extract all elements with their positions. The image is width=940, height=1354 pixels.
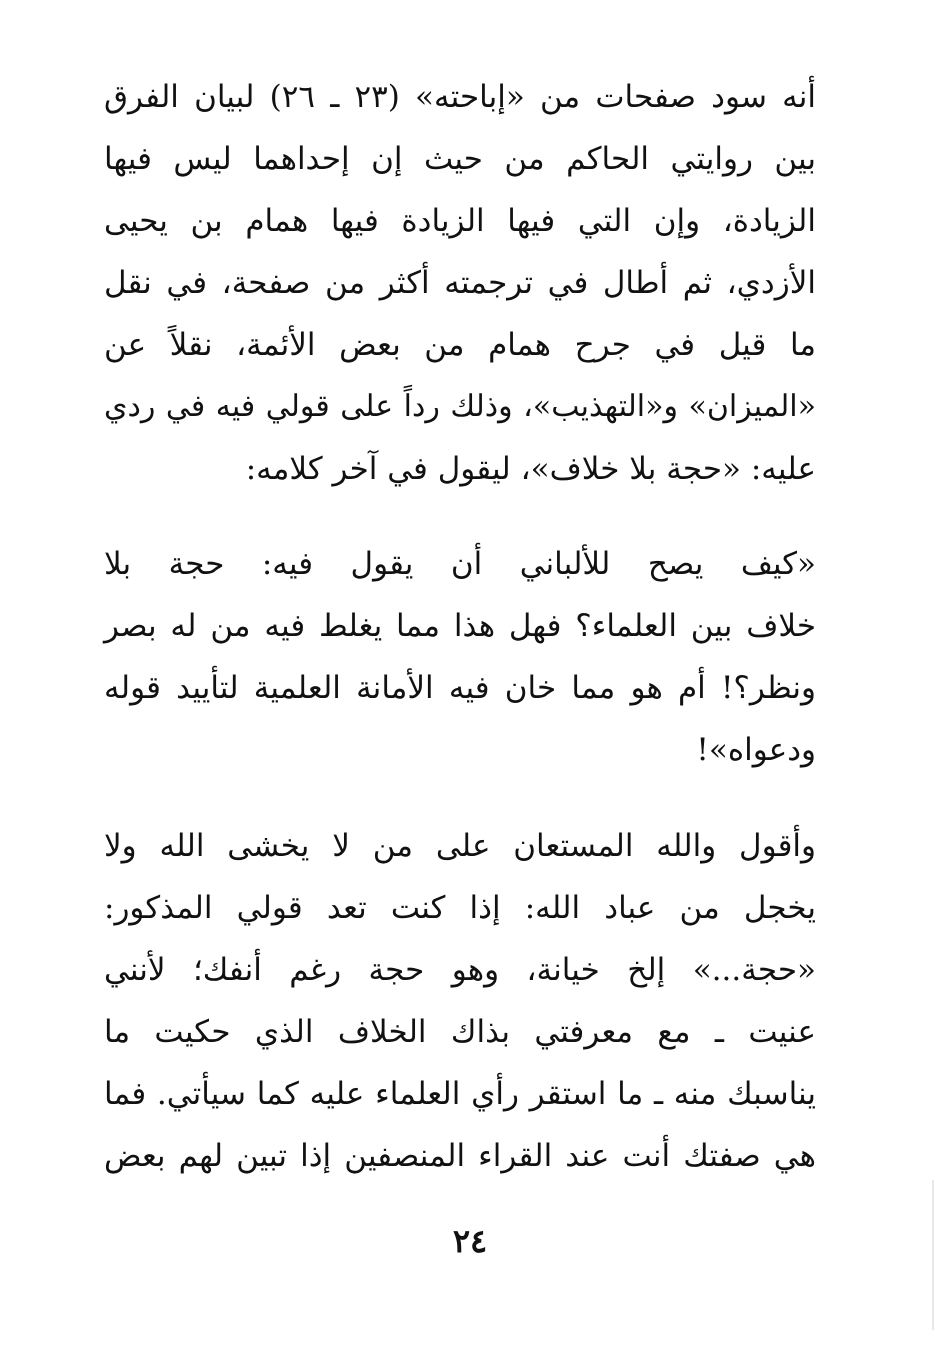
paragraph-line: أنه سود صفحات من «إباحته» (٢٣ ـ ٢٦) لبيان الفرق [104, 79, 816, 115]
paragraph-line: خلاف بين العلماء؟ فهل هذا مما يغلط فيه من له بصر [104, 608, 816, 644]
paragraph-line: بين روايتي الحاكم من حيث إن إحداهما ليس فيها [104, 141, 816, 177]
paragraph-3 [104, 815, 816, 1187]
page-number: ٢٤ [452, 1222, 488, 1260]
quoted-paragraph [104, 533, 816, 781]
paragraph-line: الزيادة، وإن التي فيها الزيادة فيها همام بن يحيى [104, 203, 816, 239]
paragraph-line: «الميزان» و«التهذيب»، وذلك رداً على قولي فيه في ردي [104, 389, 816, 424]
paragraph-1 [104, 66, 816, 500]
paragraph-line: الأزدي، ثم أطال في ترجمته أكثر من صفحة، في نقل [104, 265, 816, 301]
paragraph-line: ونظر؟! أم هو مما خان فيه الأمانة العلمية لتأييد قوله [104, 670, 816, 706]
page-edge-divider [932, 1180, 934, 1330]
paragraph-line: هي صفتك أنت عند القراء المنصفين إذا تبين لهم بعض [104, 1138, 816, 1174]
paragraph-line: يخجل من عباد الله: إذا كنت تعد قولي المذكور: [104, 890, 816, 926]
paragraph-line: يناسبك منه ـ ما استقر رأي العلماء عليه كما سيأتي. فما [104, 1076, 816, 1112]
paragraph-line: «كيف يصح للألباني أن يقول فيه: حجة بلا [104, 546, 816, 582]
paragraph-line: عنيت ـ مع معرفتي بذاك الخلاف الذي حكيت ما [104, 1014, 816, 1050]
paragraph-line: «حجة...» إلخ خيانة، وهو حجة رغم أنفك؛ لأنني [104, 952, 816, 988]
paragraph-line: عليه: «حجة بلا خلاف»، ليقول في آخر كلامه: [245, 451, 816, 487]
paragraph-line: ما قيل في جرح همام من بعض الأئمة، نقلاً عن [104, 327, 816, 363]
paragraph-line: ودعواه»! [696, 732, 816, 768]
paragraph-line: وأقول والله المستعان على من لا يخشى الله ولا [104, 828, 816, 864]
